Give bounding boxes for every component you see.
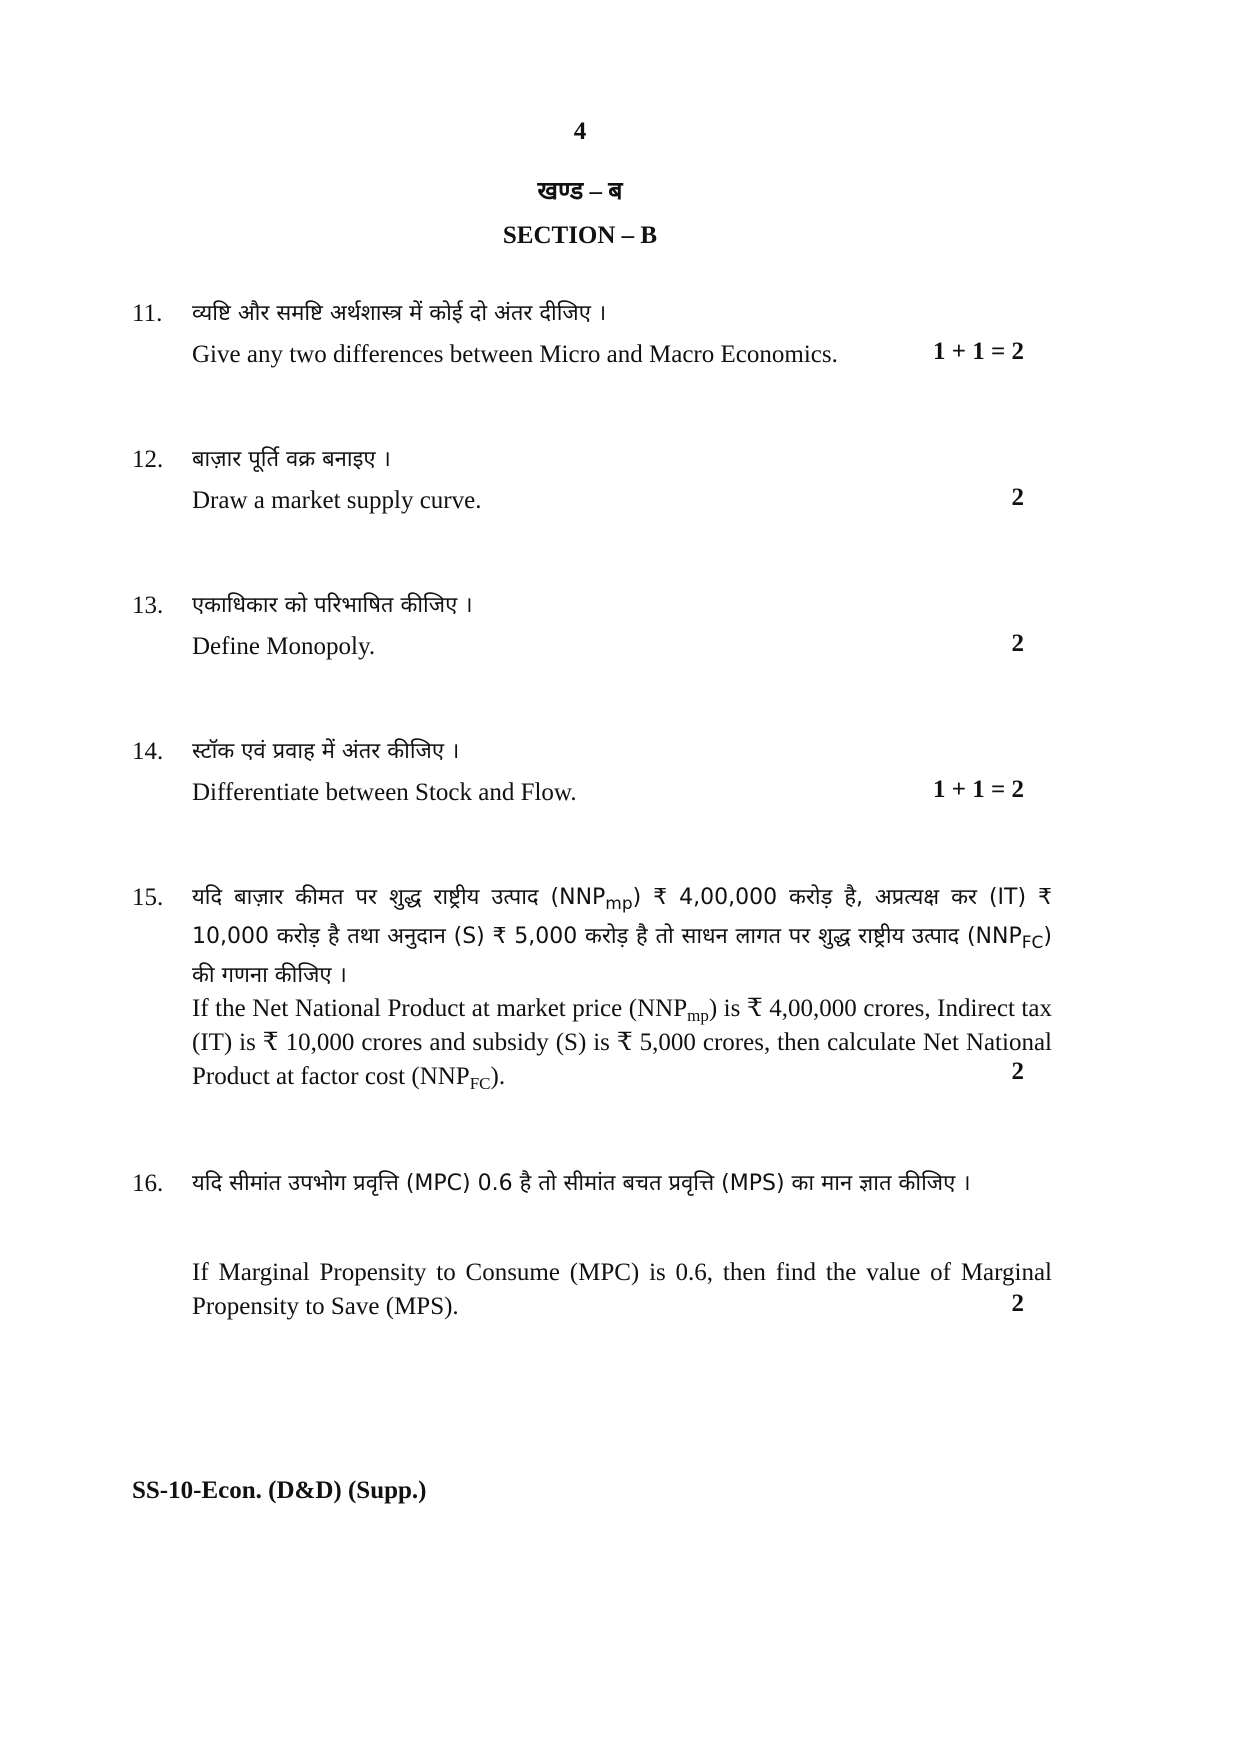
page-number: 4 <box>573 118 587 145</box>
question-marks: 2 <box>1011 1290 1024 1317</box>
question-text-hindi: व्यष्टि और समष्टि अर्थशास्त्र में कोई दो अंतर दीजिए । <box>192 301 607 326</box>
question-marks: 1 + 1 = 2 <box>933 338 1024 365</box>
question-text-english: Draw a market supply curve. <box>192 487 482 514</box>
question-number: 13. <box>132 592 164 619</box>
question-number: 11. <box>132 300 163 327</box>
section-title-hindi: खण्ड – ब <box>537 178 623 205</box>
question-text-hindi: एकाधिकार को परिभाषित कीजिए । <box>192 593 473 618</box>
question-text-hindi: यदि बाज़ार कीमत पर शुद्ध राष्ट्रीय उत्पाद $(NNP_{mp})$ ₹ 4,00,000 करोड़ है, अप्रत्यक्ष कर (IT) ₹ 10,000 करोड़ है तथा अनुदान (S) ₹ 5,000 करोड़ है तो साधन लागत पर शुद्ध राष्ट्रीय उत्पाद $(NNP_{FC})$ की गणना कीजिए । <box>192 885 1052 988</box>
question-number: 15. <box>132 884 164 911</box>
question-marks: 2 <box>1011 630 1024 657</box>
question-marks: 2 <box>1011 484 1024 511</box>
question-text-english: If Marginal Propensity to Consume (MPC) is 0.6, then find the value of Marginal Propensity to Save (MPS). <box>192 1259 1052 1320</box>
section-title-english: SECTION – B <box>502 222 658 249</box>
question-marks: 1 + 1 = 2 <box>933 776 1024 803</box>
question-number: 14. <box>132 738 164 765</box>
question-marks: 2 <box>1011 1058 1024 1085</box>
question-number: 16. <box>132 1170 164 1197</box>
question-text-hindi: स्टॉक एवं प्रवाह में अंतर कीजिए । <box>192 739 460 764</box>
question-text-hindi: बाज़ार पूर्ति वक्र बनाइए । <box>192 447 391 472</box>
question-text-english: If the Net National Product at market price $(NNP_{mp})$ is ₹ 4,00,000 crores, Indirect tax (IT) is ₹ 10,000 crores and subsidy (S) is ₹ 5,000 crores, then calculate Net National Product at factor cost $(NNP_{FC})$. <box>192 995 1052 1093</box>
question-text-english: Differentiate between Stock and Flow. <box>192 779 577 806</box>
question-text-english: Define Monopoly. <box>192 633 376 660</box>
question-text-hindi: यदि सीमांत उपभोग प्रवृत्ति (MPC) 0.6 है तो सीमांत बचत प्रवृत्ति (MPS) का मान ज्ञात कीजिए । <box>192 1171 971 1196</box>
paper-code-footer: SS-10-Econ. (D&D) (Supp.) <box>132 1477 427 1504</box>
question-text-english: Give any two differences between Micro and Macro Economics. <box>192 341 838 368</box>
question-number: 12. <box>132 446 164 473</box>
